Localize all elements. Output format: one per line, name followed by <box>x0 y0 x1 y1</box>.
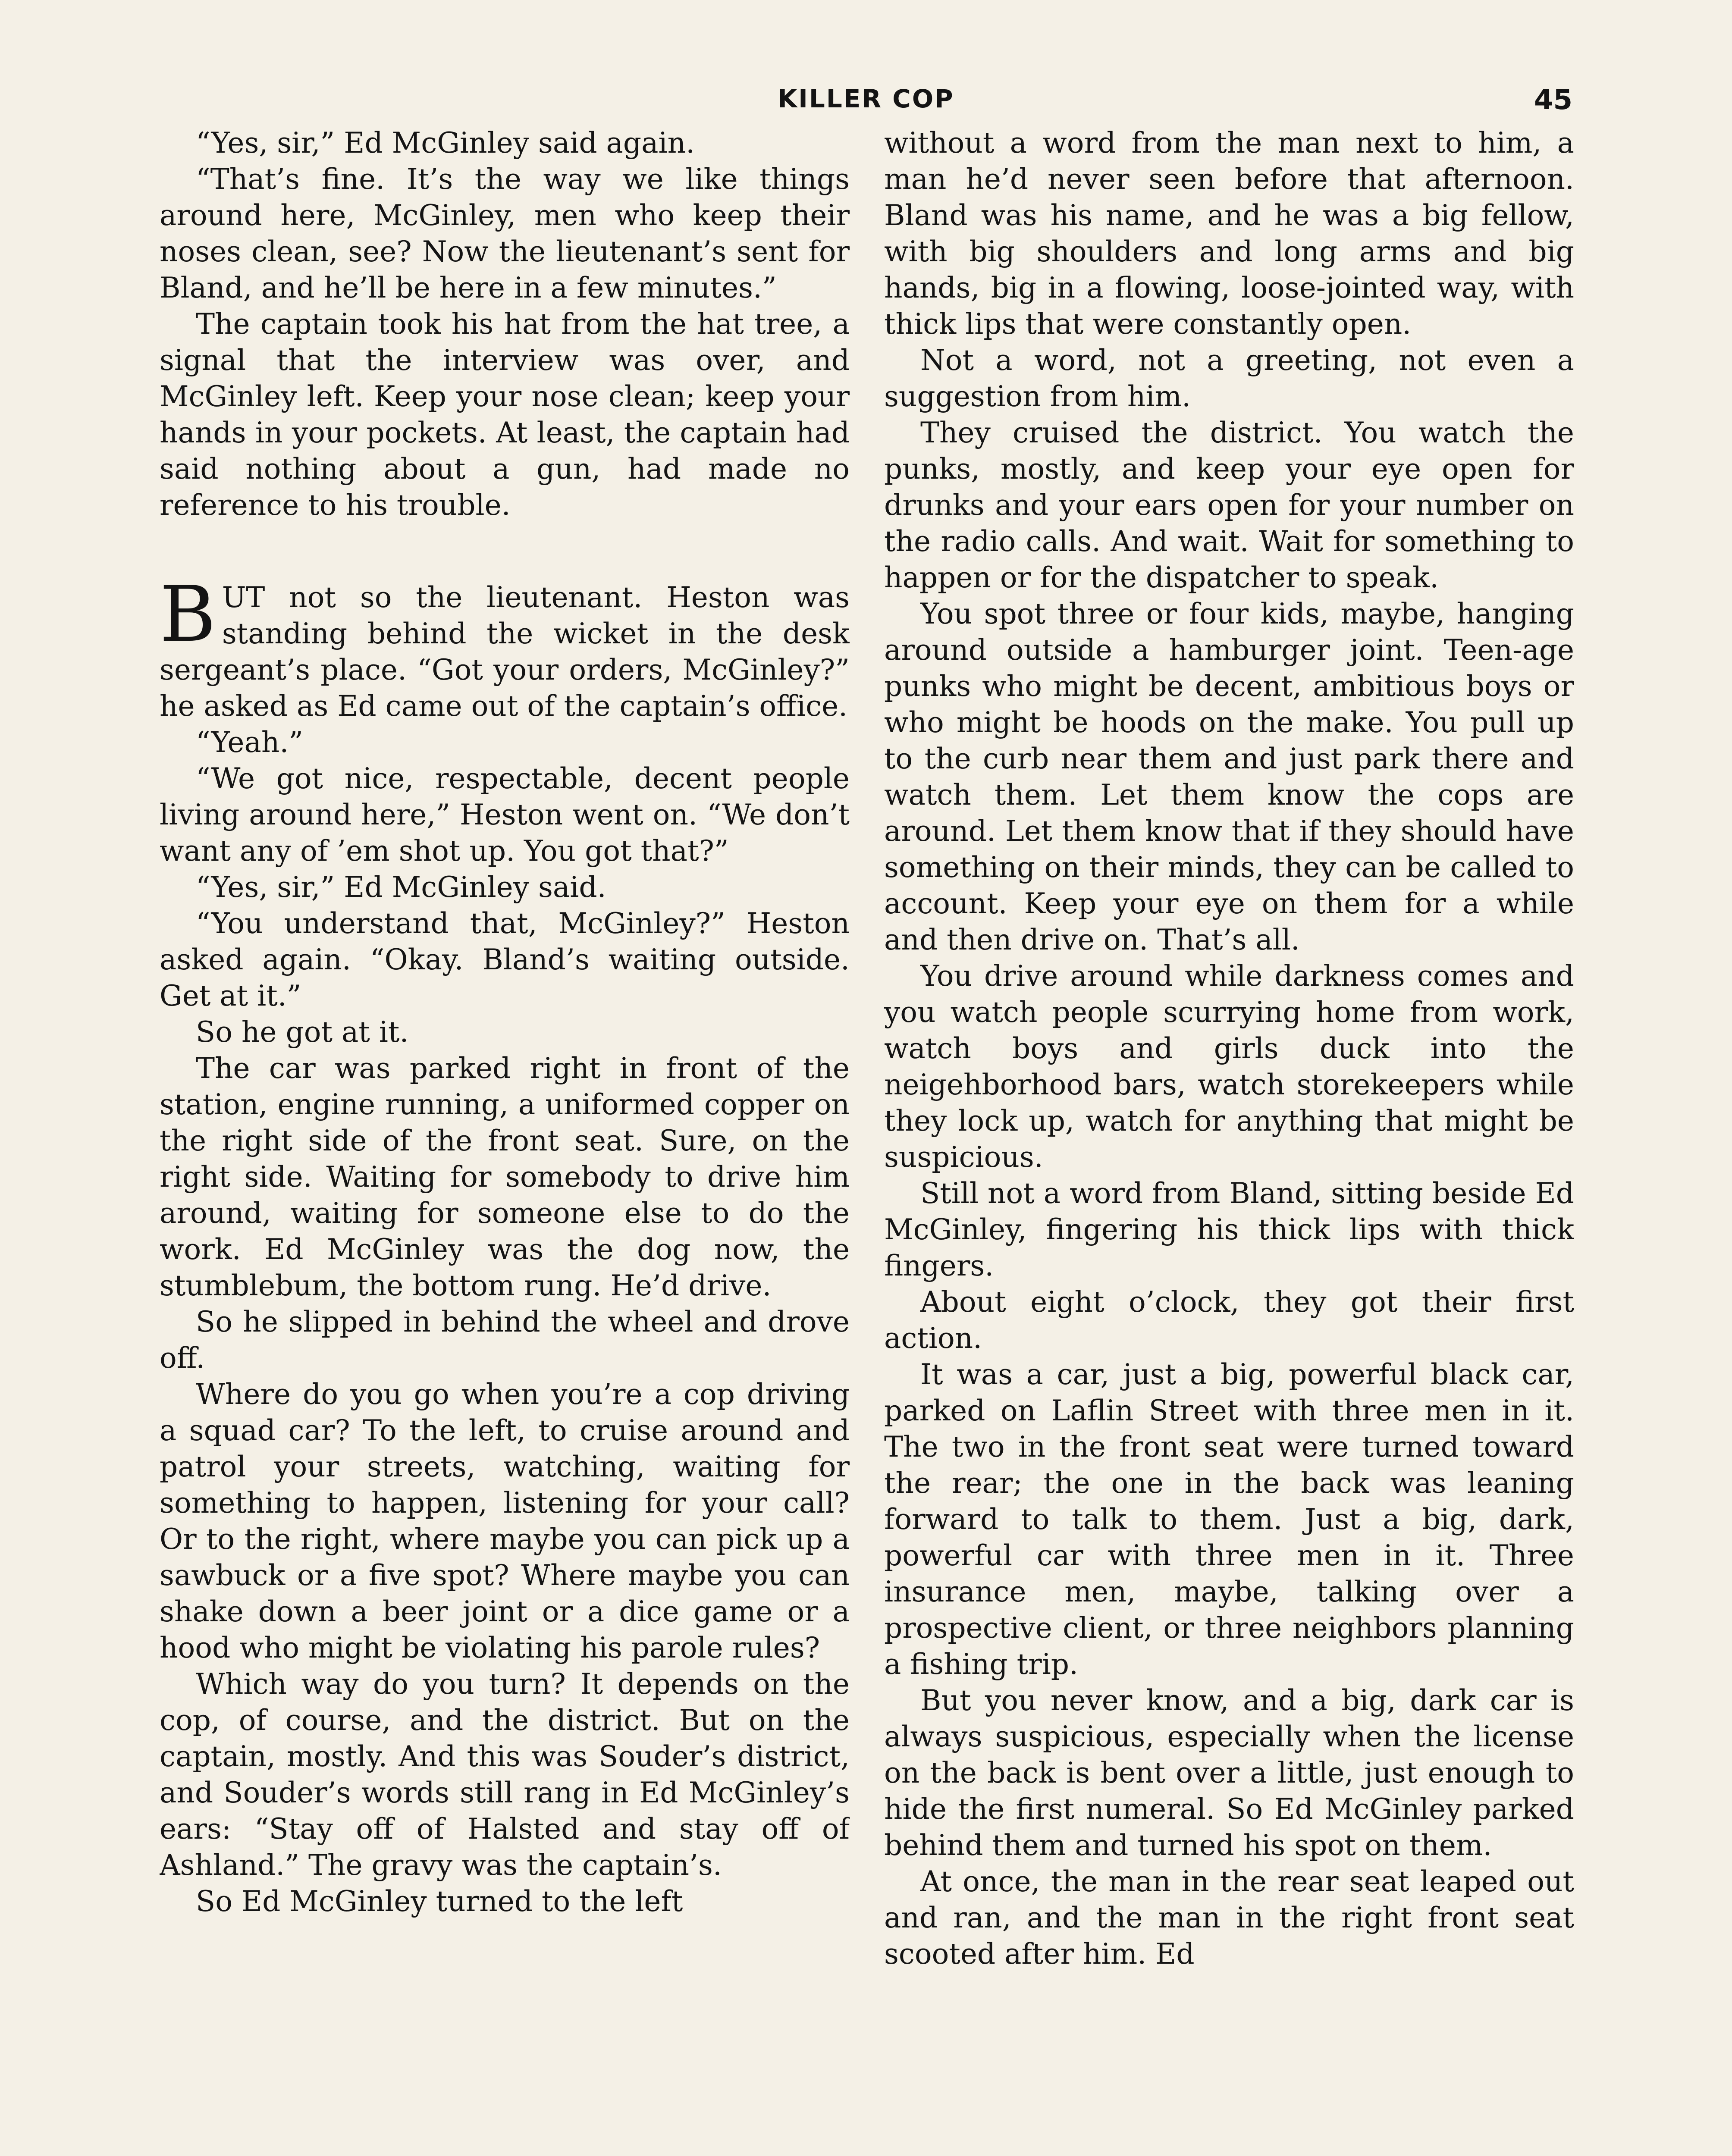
section-opening-paragraph <box>160 570 850 724</box>
paragraph: About eight o’clock, they got their first action. <box>884 1285 1574 1355</box>
paragraph: Where do you go when you’re a cop driving a squad car? To the left, to cruise around and patrol your streets, watching, waiting for something to happen, listening for your call? Or to the right, where maybe you can pick up a sawbuck or a five spot? Where maybe you can shake down a beer joint or a dice game or a hood who might be violating his parole rules? <box>160 1378 850 1664</box>
paragraph: So he slipped in behind the wheel and drove off. <box>160 1305 850 1375</box>
paragraph: The captain took his hat from the hat tree, a signal that the interview was over, and McGinley left. Keep your nose clean; keep your hands in your pockets. At least, the captain had said nothing about a gun, had made no reference to his trouble. <box>160 307 850 522</box>
paragraph: Not a word, not a greeting, not even a suggestion from him. <box>884 344 1574 413</box>
paragraph: “Yes, sir,” Ed McGinley said. <box>196 871 606 904</box>
continuation-paragraph: without a word from the man next to him, a man he’d never seen before that afternoon. Bland was his name, and he was a big fellow, with big shoulders and long arms and big hands, big in a flowing, loose-jointed way, with thick lips that were constantly open. <box>884 126 1574 341</box>
paragraph: So Ed McGinley turned to the left <box>196 1885 683 1918</box>
drop-cap: B <box>160 570 216 659</box>
right-column <box>884 125 1574 2156</box>
page-number: 45 <box>1534 84 1572 116</box>
paragraph: “That’s fine. It’s the way we like things around here, McGinley, men who keep their noses clean, see? Now the lieutenant’s sent for Bland, and he’ll be here in a few minutes.” <box>160 163 850 304</box>
paragraph: “We got nice, respectable, decent people living around here,” Heston went on. “We don’t want any of ’em shot up. You got that?” <box>160 762 850 868</box>
paragraph: So he got at it. <box>196 1015 409 1049</box>
section-opening-text: UT not so the lieutenant. Heston was standing behind the wicket in the desk sergeant’s place. “Got your orders, McGinley?” he asked as Ed came out of the captain’s office. <box>160 581 850 723</box>
paragraph: Which way do you turn? It depends on the cop, of course, and the district. But on the captain, mostly. And this was Souder’s district, and Souder’s words still rang in Ed McGinley’s ears: “Stay off of Halsted and stay off of Ashland.” The gravy was the captain’s. <box>160 1667 850 1882</box>
left-column <box>160 125 850 2156</box>
running-title: KILLER COP <box>778 84 954 113</box>
paragraph: But you never know, and a big, dark car is always suspicious, especially when the license on the back is bent over a little, just enough to hide the first numeral. So Ed McGinley parked behind them and turned his spot on them. <box>884 1684 1574 1862</box>
paragraph: “Yes, sir,” Ed McGinley said again. <box>196 126 695 160</box>
paragraph: Still not a word from Bland, sitting beside Ed McGinley, fingering his thick lips with thick fingers. <box>884 1177 1574 1282</box>
paragraph: They cruised the district. You watch the punks, mostly, and keep your eye open for drunks and your ears open for your number on the radio calls. And wait. Wait for something to happen or for the dispatcher to speak. <box>884 416 1574 594</box>
paragraph: The car was parked right in front of the station, engine running, a uniformed copper on the right side of the front seat. Sure, on the right side. Waiting for somebody to drive him around, waiting for someone else to do the work. Ed McGinley was the dog now, the stumblebum, the bottom rung. He’d drive. <box>160 1052 850 1302</box>
paragraph: You drive around while darkness comes and you watch people scurrying home from work, watch boys and girls duck into the neigehborhood bars, watch storekeepers while they lock up, watch for anything that might be suspicious. <box>884 959 1574 1174</box>
paragraph: At once, the man in the rear seat leaped out and ran, and the man in the right front seat scooted after him. Ed <box>884 1865 1574 1971</box>
page-header <box>160 84 1572 123</box>
paragraph: It was a car, just a big, powerful black car, parked on Laflin Street with three men in it. The two in the front seat were turned toward the rear; the one in the back was leaning forward to talk to them. Just a big, dark, powerful car with three men in it. Three insurance men, maybe, talking over a prospective client, or three neighbors planning a fishing trip. <box>884 1358 1574 1681</box>
paragraph: “Yeah.” <box>196 726 304 759</box>
paragraph: “You understand that, McGinley?” Heston asked again. “Okay. Bland’s waiting outside. Get at it.” <box>160 907 850 1012</box>
paragraph: You spot three or four kids, maybe, hanging around outside a hamburger joint. Teen-age punks who might be decent, ambitious boys or who might be hoods on the make. You pull up to the curb near them and just park there and watch them. Let them know the cops are around. Let them know that if they should have something on their minds, they can be called to account. Keep your eye on them for a while and then drive on. That’s all. <box>884 597 1574 956</box>
